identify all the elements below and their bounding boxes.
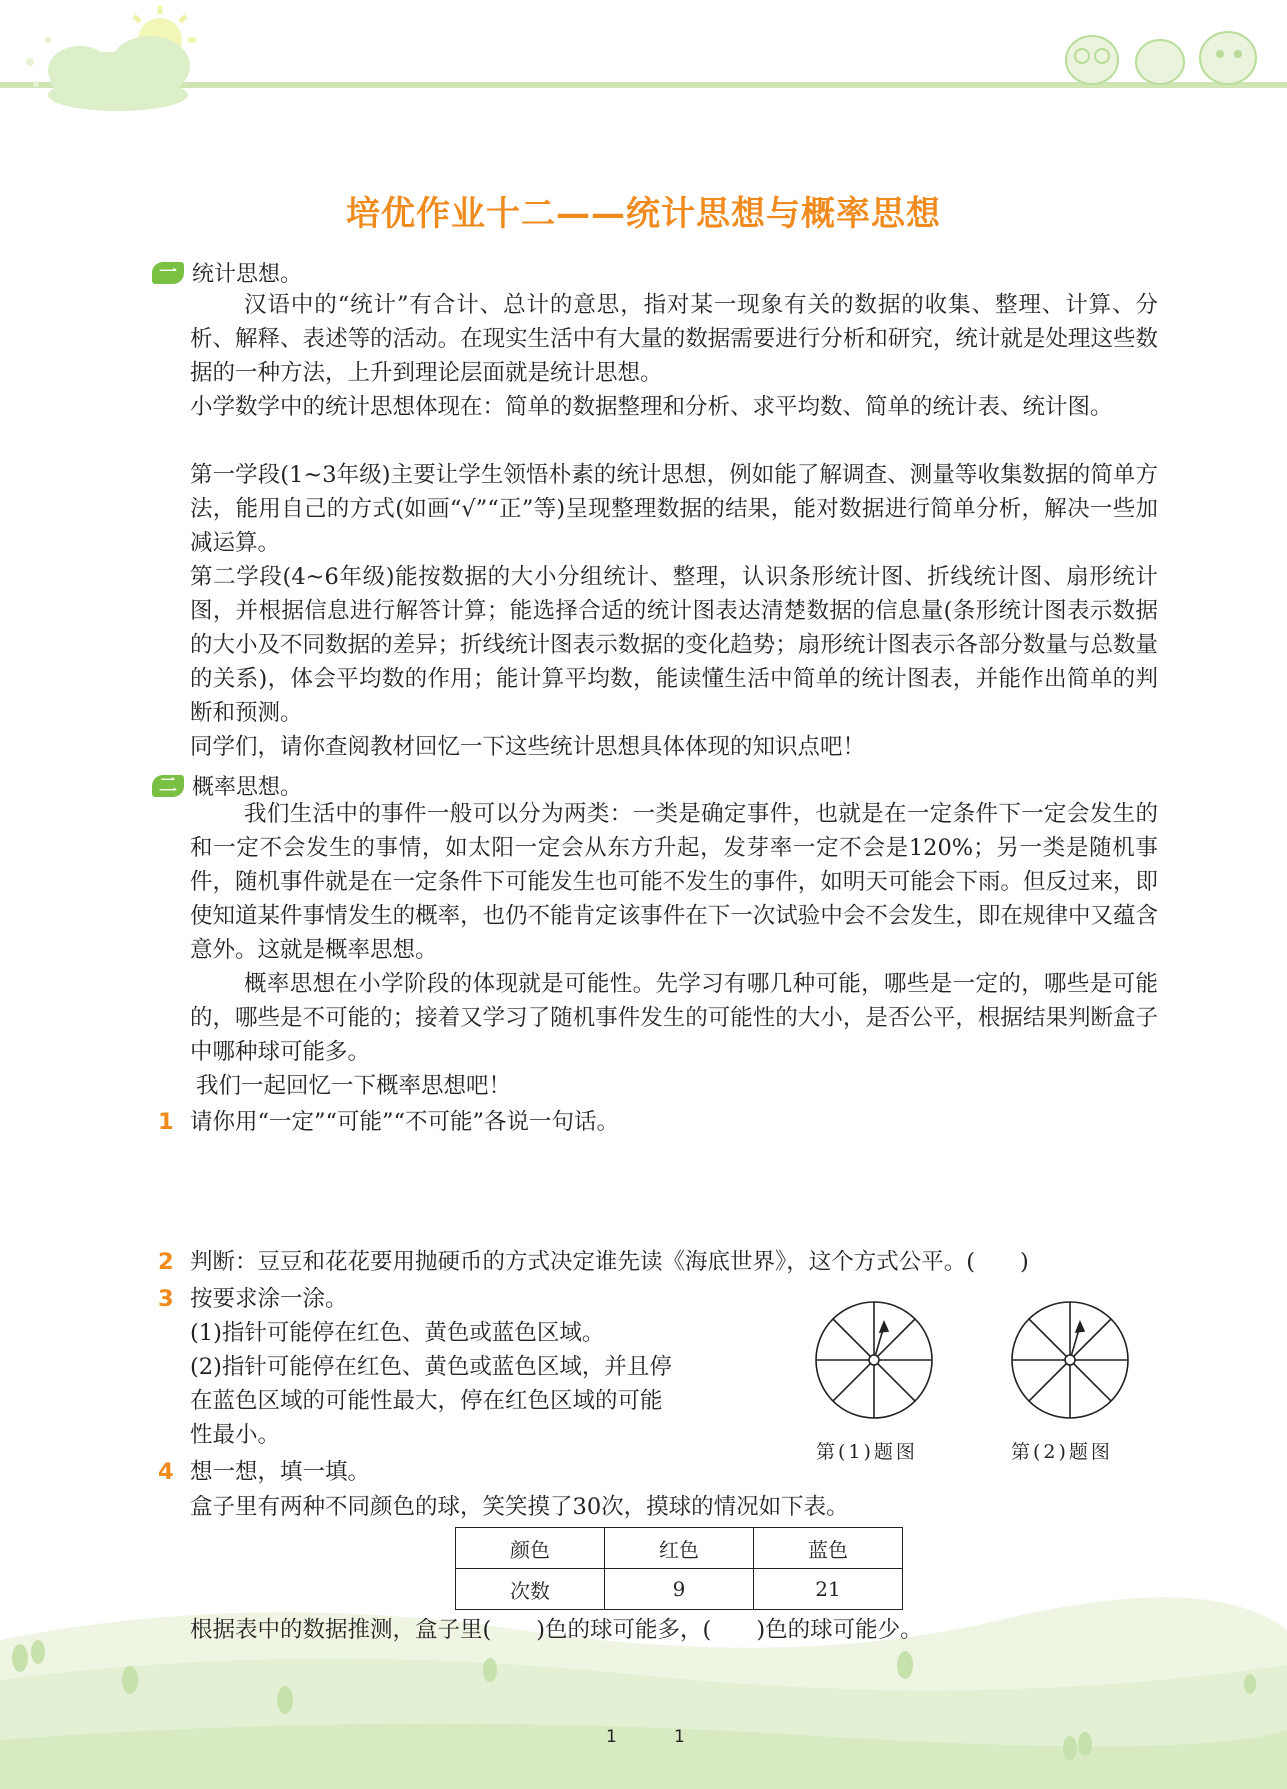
table-cell: 蓝色: [754, 1528, 903, 1569]
table-cell: 颜色: [456, 1528, 605, 1569]
page-title: 培优作业十二——统计思想与概率思想: [346, 194, 941, 234]
cloud-icon: [48, 36, 190, 111]
question-number: 1: [158, 1109, 174, 1135]
cartoon-animals-icon: [1066, 32, 1256, 84]
paragraph: 汉语中的“统计”有合计、总计的意思，指对某一现象有关的数据的收集、整理、计算、分析、解释、表述等的活动。在现实生活中有大量的数据需要进行分析和研究，统计就是处理这些数据的一种方法，上升到理论层面就是统计思想。: [190, 292, 1158, 386]
page-number-left: 1: [606, 1727, 617, 1747]
ball-count-table: [455, 1527, 903, 1610]
section-label: 概率思想。: [192, 775, 303, 800]
paragraph: 我们生活中的事件一般可以分为两类：一类是确定事件，也就是在一定条件下一定会发生的和一定不会发生的事情，如太阳一定会从东方升起，发芽率一定不会是120%；另一类是随机事件，随机事件就是在一定条件下可能发生也可能不发生的事件，如明天可能会下雨。但反过来，即使知道某件事情发生的概率，也仍不能肯定该事件在下一次试验中会不会发生，即在规律中又蕴含意外。这就是概率思想。: [190, 801, 1158, 963]
question-number: 3: [158, 1286, 174, 1312]
question-3: [158, 1282, 348, 1316]
spinner-figure-1[interactable]: [812, 1298, 936, 1422]
question-4: [158, 1455, 370, 1489]
table-row: [456, 1569, 903, 1610]
paragraph: 小学数学中的统计思想体现在：简单的数据整理和分析、求平均数、简单的统计表、统计图。: [190, 394, 1113, 420]
section-badge: 一: [152, 262, 184, 284]
paragraph: 我们一起回忆一下概率思想吧！: [196, 1073, 512, 1099]
question-2: [158, 1245, 1029, 1279]
spinner-figure-2[interactable]: [1008, 1298, 1132, 1422]
question-text: 按要求涂一涂。: [190, 1286, 348, 1312]
spinner-wheel: [1012, 1302, 1128, 1418]
page-number-right: 1: [674, 1727, 685, 1747]
question-4-answer-line: 根据表中的数据推测，盒子里( )色的球可能多，( )色的球可能少。: [190, 1617, 923, 1643]
table-cell: 红色: [605, 1528, 754, 1569]
question-text: 请你用“一定”“可能”“不可能”各说一句话。: [190, 1109, 620, 1135]
paragraph: 第一学段(1~3年级)主要让学生领悟朴素的统计思想，例如能了解调查、测量等收集数据的简单方法，能用自己的方式(如画“√”“正”等)呈现整理数据的结果，能对数据进行简单分析，解决一些加减运算。: [190, 462, 1158, 556]
question-text: 想一想，填一填。: [190, 1459, 371, 1485]
table-cell: 次数: [456, 1569, 605, 1610]
table-cell: 21: [754, 1569, 903, 1610]
question-3-part-2-cont: 在蓝色区域的可能性最大，停在红色区域的可能: [190, 1388, 663, 1414]
figure-caption-2: 第(2)题图: [1011, 1441, 1113, 1463]
paragraph: 概率思想在小学阶段的体现就是可能性。先学习有哪几种可能，哪些是一定的，哪些是可能的，哪些是不可能的；接着又学习了随机事件发生的可能性的大小，是否公平，根据结果判断盒子中哪种球可能多。: [190, 971, 1158, 1065]
question-3-part-1: (1)指针可能停在红色、黄色或蓝色区域。: [190, 1320, 605, 1346]
paragraph: 第二学段(4~6年级)能按数据的大小分组统计、整理，认识条形统计图、折线统计图、扇形统计图，并根据信息进行解答计算；能选择合适的统计图表达清楚数据的信息量(条形统计图表示数据的大小及不同数据的差异；折线统计图表示数据的变化趋势；扇形统计图表示各部分数量与总数量的关系)，体会平均数的作用；能计算平均数，能读懂生活中简单的统计图表，并能作出简单的判断和预测。: [190, 564, 1158, 726]
question-1: [158, 1105, 619, 1139]
section-label: 统计思想。: [192, 262, 303, 287]
paragraph: 同学们，请你查阅教材回忆一下这些统计思想具体体现的知识点吧！: [190, 734, 866, 760]
spinner-wheel: [816, 1302, 932, 1418]
question-number: 2: [158, 1249, 174, 1275]
figure-caption-1: 第(1)题图: [816, 1441, 918, 1463]
question-3-part-2-cont: 性最小。: [190, 1422, 281, 1448]
question-4-description: 盒子里有两种不同颜色的球，笑笑摸了30次，摸球的情况如下表。: [190, 1494, 849, 1520]
question-text: 判断：豆豆和花花要用抛硬币的方式决定谁先读《海底世界》，这个方式公平。( ): [190, 1249, 1029, 1275]
question-3-part-2: (2)指针可能停在红色、黄色或蓝色区域，并且停: [190, 1354, 672, 1380]
table-cell: 9: [605, 1569, 754, 1610]
section-badge: 二: [152, 775, 184, 797]
question-number: 4: [158, 1459, 174, 1485]
table-row: [456, 1528, 903, 1569]
section-heading-statistics: [152, 257, 302, 288]
